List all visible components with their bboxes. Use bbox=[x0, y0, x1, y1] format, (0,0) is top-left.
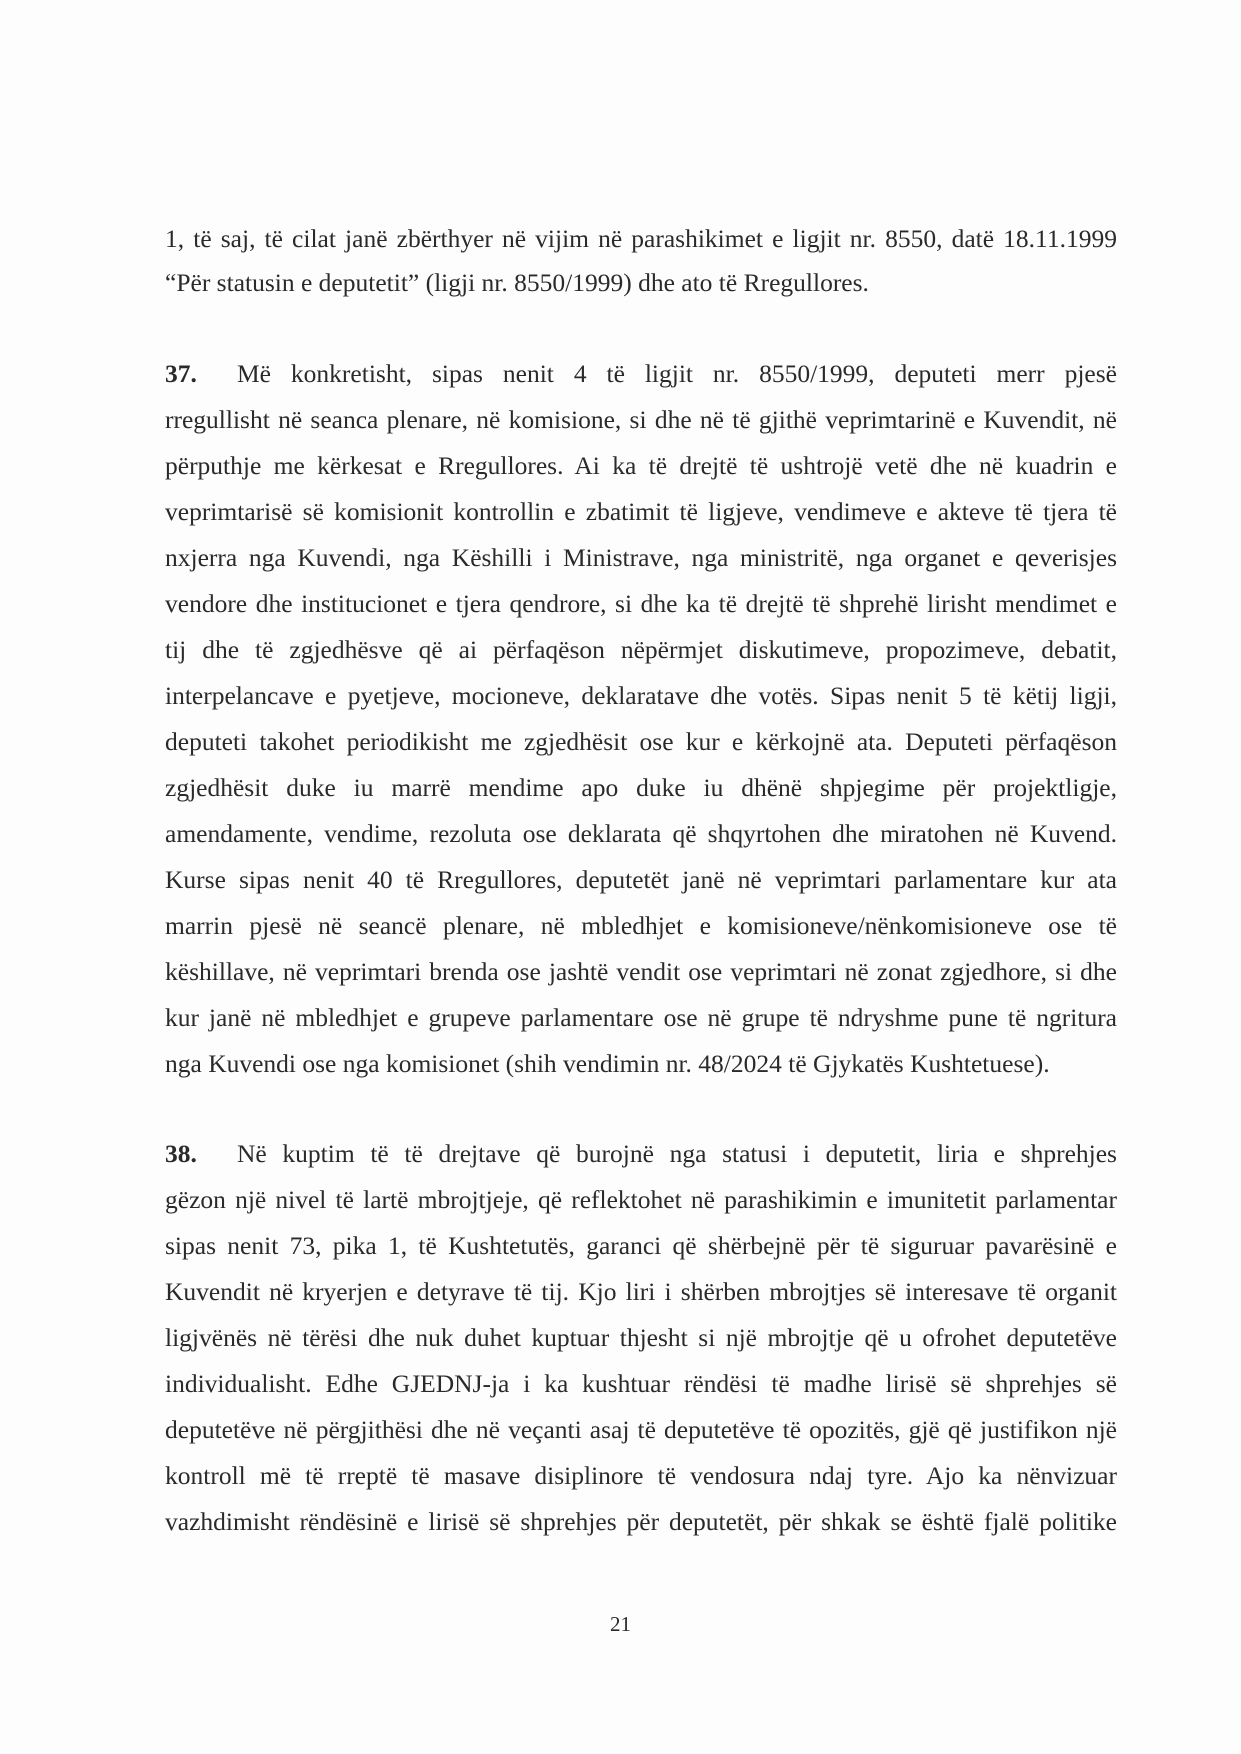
paragraph-37-line: zgjedhësit duke iu marrë mendime apo duke iu dhënë shpjegime për projektligje, bbox=[165, 773, 1117, 802]
paragraph-37-line: nxjerra nga Kuvendi, nga Këshilli i Ministrave, nga ministritë, nga organet e qeverisjes bbox=[165, 543, 1117, 572]
paragraph-37-line: interpelancave e pyetjeve, mocioneve, deklaratave dhe votës. Sipas nenit 5 të këtij ligji, bbox=[165, 681, 1117, 710]
paragraph-37-line: Kurse sipas nenit 40 të Rregullores, deputetët janë në veprimtari parlamentare kur ata bbox=[165, 865, 1117, 894]
paragraph-37-first-text: Më konkretisht, sipas nenit 4 të ligjit nr. 8550/1999, deputeti merr pjesë bbox=[237, 359, 1117, 388]
paragraph-38-line: Kuvendit në kryerjen e detyrave të tij. Kjo liri i shërben mbrojtjes së interesave të organit bbox=[165, 1277, 1117, 1306]
paragraph-37-line: marrin pjesë në seancë plenare, në mbledhjet e komisioneve/nënkomisioneve ose të bbox=[165, 911, 1117, 940]
paragraph-38-line: kontroll më të rreptë të masave disiplinore të vendosura ndaj tyre. Ajo ka nënvizuar bbox=[165, 1461, 1117, 1490]
paragraph-37-line: amendamente, vendime, rezoluta ose deklarata që shqyrtohen dhe miratohen në Kuvend. bbox=[165, 819, 1117, 848]
paragraph-37-line: veprimtarisë së komisionit kontrollin e zbatimit të ligjeve, vendimeve e akteve të tjera të bbox=[165, 497, 1117, 526]
paragraph-38-line: vazhdimisht rëndësinë e lirisë së shprehjes për deputetët, për shkak se është fjalë politike bbox=[165, 1507, 1117, 1536]
paragraph-38-first-line bbox=[165, 1137, 1117, 1171]
paragraph-37-line: këshillave, në veprimtari brenda ose jashtë vendit ose veprimtari në zonat zgjedhore, si dhe bbox=[165, 957, 1117, 986]
paragraph-37-last-line: nga Kuvendi ose nga komisionet (shih vendimin nr. 48/2024 të Gjykatës Kushtetuese). bbox=[165, 1049, 1050, 1078]
page-number: 21 bbox=[610, 1612, 631, 1636]
intro-line-2: “Për statusin e deputetit” (ligji nr. 8550/1999) dhe ato të Rregullores. bbox=[165, 268, 869, 297]
paragraph-37-number: 37. bbox=[165, 359, 197, 388]
paragraph-37-line: rregullisht në seanca plenare, në komisione, si dhe në të gjithë veprimtarinë e Kuvendit, në bbox=[165, 405, 1117, 434]
paragraph-37-line: tij dhe të zgjedhësve që ai përfaqëson nëpërmjet diskutimeve, propozimeve, debatit, bbox=[165, 635, 1117, 664]
paragraph-38-line: gëzon një nivel të lartë mbrojtjeje, që reflektohet në parashikimin e imunitetit parlamentar bbox=[165, 1185, 1117, 1214]
paragraph-38-line: individualisht. Edhe GJEDNJ-ja i ka kushtuar rëndësi të madhe lirisë së shprehjes së bbox=[165, 1369, 1117, 1398]
paragraph-37-line: deputeti takohet periodikisht me zgjedhësit ose kur e kërkojnë ata. Deputeti përfaqëson bbox=[165, 727, 1117, 756]
intro-line-1: 1, të saj, të cilat janë zbërthyer në vijim në parashikimet e ligjit nr. 8550, datë 18.11.1999 bbox=[165, 224, 1117, 253]
paragraph-38-first-text: Në kuptim të të drejtave që burojnë nga statusi i deputetit, liria e shprehjes bbox=[237, 1139, 1117, 1168]
paragraph-37-line: vendore dhe institucionet e tjera qendrore, si dhe ka të drejtë të shprehë lirisht mendimet e bbox=[165, 589, 1117, 618]
paragraph-38-line: sipas nenit 73, pika 1, të Kushtetutës, garanci që shërbejnë për të siguruar pavarësinë e bbox=[165, 1231, 1117, 1260]
paragraph-37-line: përputhje me kërkesat e Rregullores. Ai ka të drejtë të ushtrojë vetë dhe në kuadrin e bbox=[165, 451, 1117, 480]
paragraph-38-number: 38. bbox=[165, 1139, 197, 1168]
paragraph-37-first-line bbox=[165, 357, 1117, 391]
paragraph-38-line: ligjvënës në tërësi dhe nuk duhet kuptuar thjesht si një mbrojtje që u ofrohet deputetëve bbox=[165, 1323, 1117, 1352]
paragraph-37-line: kur janë në mbledhjet e grupeve parlamentare ose në grupe të ndryshme pune të ngritura bbox=[165, 1003, 1117, 1032]
paragraph-38-line: deputetëve në përgjithësi dhe në veçanti asaj të deputetëve të opozitës, gjë që justifikon një bbox=[165, 1415, 1117, 1444]
